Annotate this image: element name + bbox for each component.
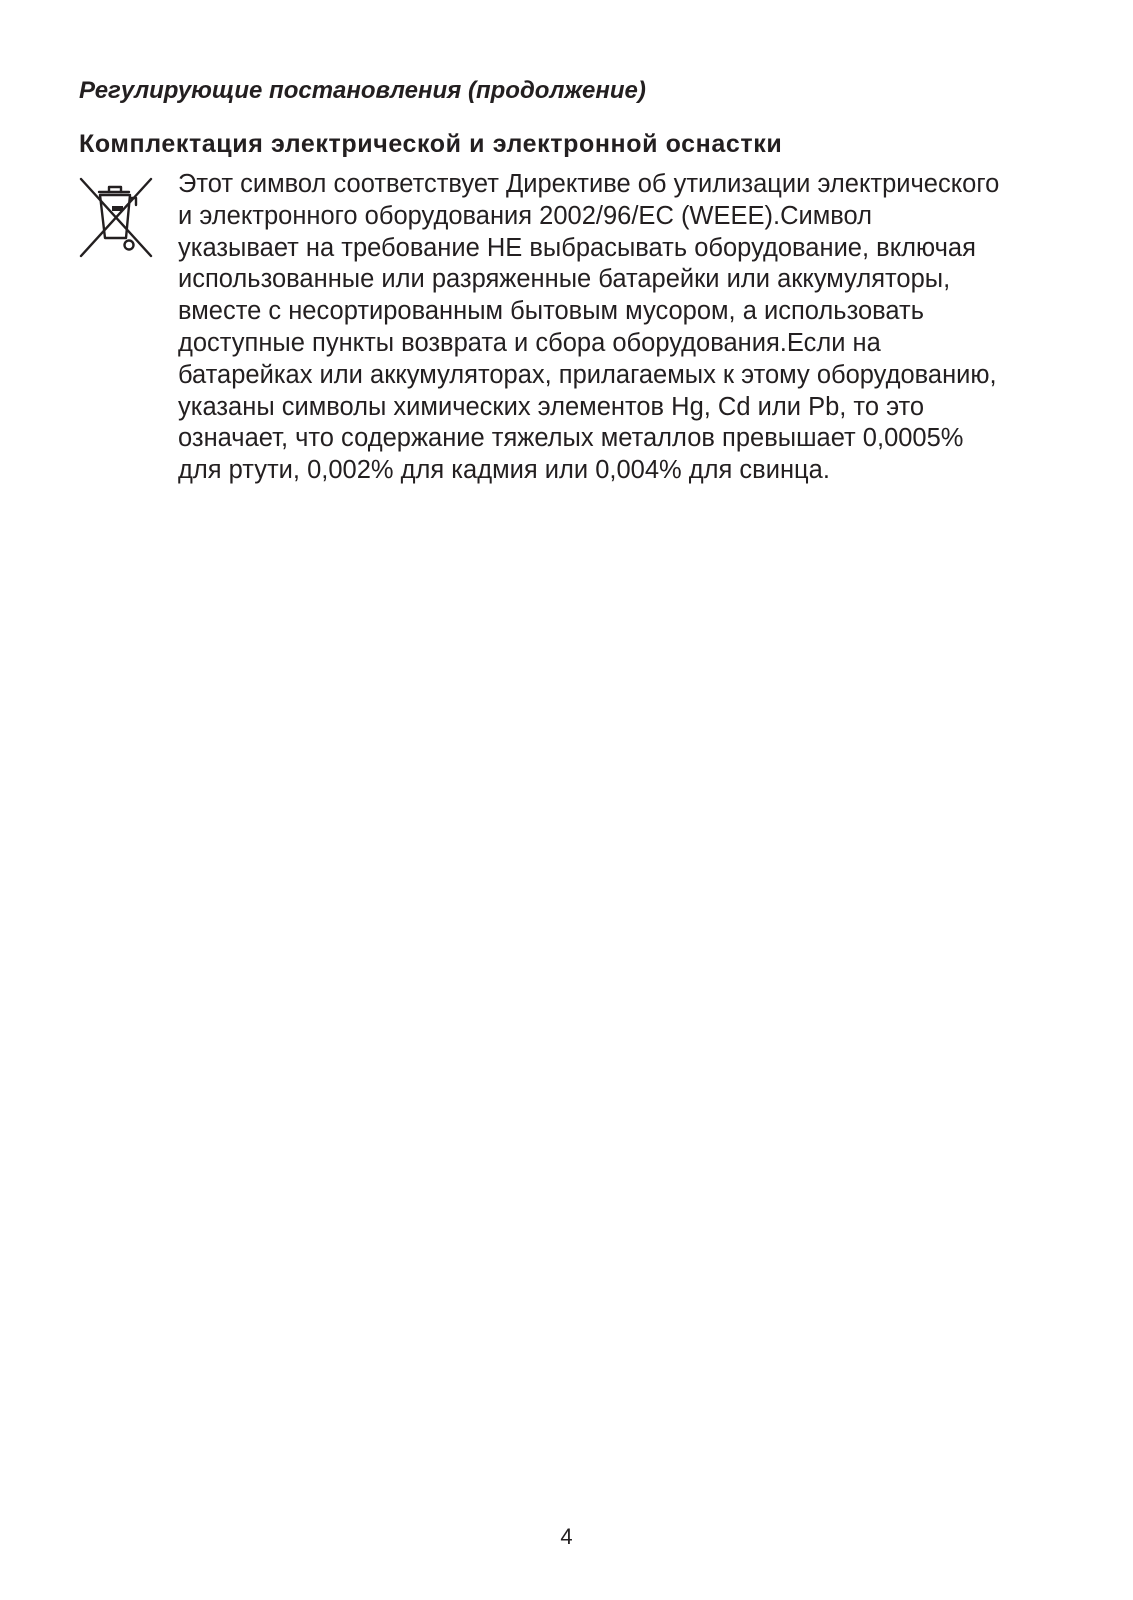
crossed-out-wheelie-bin-icon (78, 176, 154, 262)
page-number: 4 (560, 1524, 573, 1549)
description-line: Этот символ соответствует Директиве об утилизации электрического (178, 170, 1000, 198)
description-line: доступные пункты возврата и сбора оборудования.Если на (178, 328, 881, 357)
subsection-title: Комплектация электрической и электронной оснастки (79, 130, 783, 158)
description-line: использованные или разряженные батарейки или аккумуляторы, (178, 265, 951, 294)
weee-description (178, 169, 1068, 487)
description-line: для ртути, 0,002% для кадмия или 0,004% для свинца. (178, 456, 830, 485)
description-line: означает, что содержание тяжелых металлов превышает 0,0005% (178, 424, 964, 453)
description-line: указывает на требование НЕ выбрасывать оборудование, включая (178, 233, 976, 262)
description-line: указаны символы химических элементов Hg, Cd или Pb, то это (178, 392, 925, 421)
description-line: и электронного оборудования 2002/96/EC (WEEE).Символ (178, 201, 873, 230)
description-line: вместе с несортированным бытовым мусором, а использовать (178, 297, 925, 326)
description-line: батарейках или аккумуляторах, прилагаемых к этому оборудованию, (178, 360, 997, 389)
section-title: Регулирующие постановления (продолжение) (79, 77, 646, 104)
